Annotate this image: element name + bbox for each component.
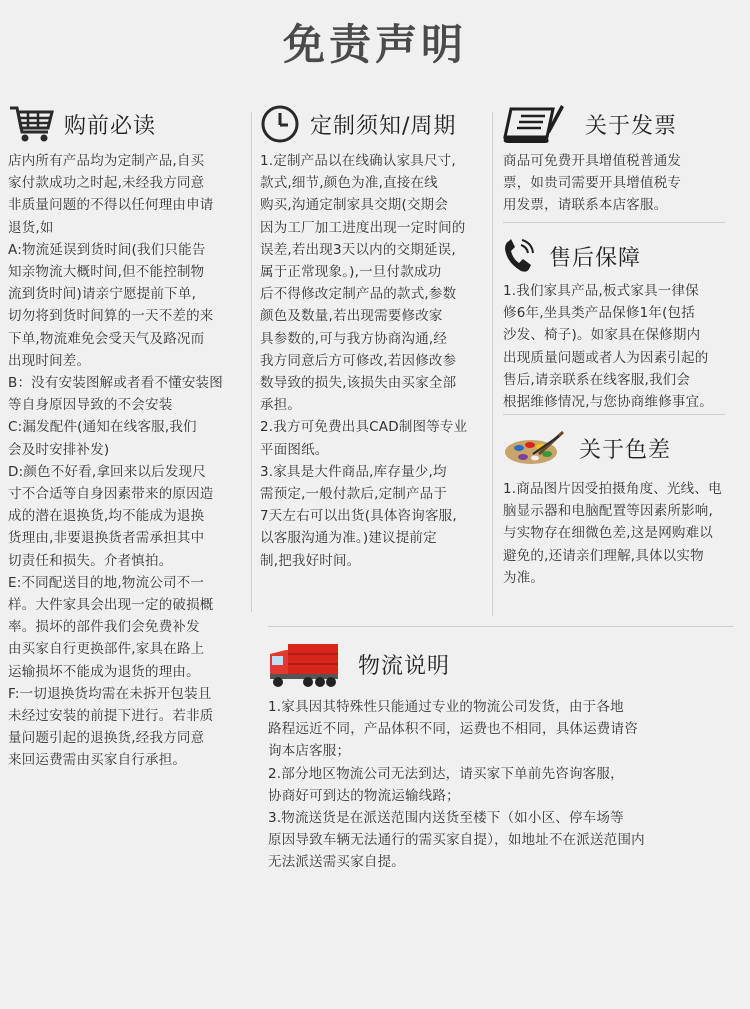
text-line: 3.家具是大件商品,库存量少,均 <box>260 463 447 480</box>
text-line: 等自身原因导致的不会安装 <box>8 397 173 414</box>
text-line: 因为工厂加工进度出现一定时间的 <box>260 219 466 236</box>
text-line: 1.定制产品以在线确认家具尺寸, <box>260 153 456 169</box>
text-line: 根据维修情况,与您协商维修事宜。 <box>503 394 713 411</box>
text-line: 货理由,非要退换货者需承担其中 <box>8 530 205 547</box>
text-line: 7天左右可以出货(具体咨询客服, <box>260 508 457 525</box>
phone-icon <box>503 237 537 275</box>
text-line: 出现质量问题或者人为因素引起的 <box>503 349 709 366</box>
text-line: D:颜色不好看,拿回来以后发现尺 <box>8 463 206 480</box>
text-line: 未经过安装的前提下进行。若非质 <box>8 708 214 725</box>
purchase-title: 购前必读 <box>64 113 157 139</box>
text-line: 知亲物流大概时间,但不能控制物 <box>8 264 205 281</box>
text-line: 需预定,一般付款后,定制产品于 <box>260 486 448 503</box>
text-line: B：没有安装图解或者看不懂安装图 <box>8 375 223 392</box>
text-line: 属于正常现象。),一旦付款成功 <box>260 264 442 281</box>
invoice-text <box>503 150 743 217</box>
text-line: 无法派送需买家自提。 <box>268 854 405 871</box>
text-line: 2.部分地区物流公司无法到达，请买家下单前先咨询客服， <box>268 765 624 782</box>
text-line: 原因导致车辆无法通行的需买家自提），如地址不在派送范围内 <box>268 832 645 849</box>
section-purchase <box>8 104 250 772</box>
text-line: 率。损坏的部件我们会免费补发 <box>8 619 200 636</box>
divider-logistics <box>268 626 733 627</box>
text-line: 售后,请亲联系在线客服,我们会 <box>503 371 691 388</box>
text-line: 寸不合适等自身因素带来的原因造 <box>8 486 214 503</box>
text-line: 避免的,还请亲们理解,具体以实物 <box>503 547 704 564</box>
text-line: 沙发、椅子)。如家具在保修期内 <box>503 327 701 344</box>
section-logistics <box>268 636 738 874</box>
text-line: 颜色及数量,若出现需要修改家 <box>260 308 443 325</box>
text-line: 后不得修改定制产品的款式,参数 <box>260 286 457 303</box>
text-line: 样。大件家具会出现一定的破损概 <box>8 597 214 614</box>
text-line: 数导致的损失,该损失由买家全部 <box>260 375 457 392</box>
divider-aftersale <box>503 414 725 415</box>
aftersale-title: 售后保障 <box>549 245 642 271</box>
text-line: 量问题引起的退换货,经我方同意 <box>8 730 205 747</box>
text-line: F:一切退换货均需在未拆开包装且 <box>8 685 212 702</box>
invoice-title: 关于发票 <box>585 113 678 139</box>
divider-invoice <box>503 222 725 223</box>
text-line: A:物流延误到货时间(我们只能告 <box>8 241 206 258</box>
text-line: 为准。 <box>503 569 545 586</box>
aftersale-text <box>503 280 743 413</box>
shopping-cart-icon <box>8 104 54 144</box>
text-line: 家付款成功之时起,未经我方同意 <box>8 175 205 192</box>
text-line: 脑显示器和电脑配置等因素所影响, <box>503 503 713 520</box>
text-line: 1.家具因其特殊性只能通过专业的物流公司发货，由于各地 <box>268 699 624 715</box>
text-line: 运输损坏不能成为退货的理由。 <box>8 663 200 680</box>
invoice-scroll-icon <box>503 103 565 145</box>
section-invoice <box>503 104 743 217</box>
text-line: 承担。 <box>260 397 302 414</box>
text-line: 非质量问题的不得以任何理由申请 <box>8 197 214 214</box>
text-line: 询本店客服； <box>268 743 351 760</box>
color-text <box>503 478 748 589</box>
text-line: 下单,物流难免会受天气及路况而 <box>8 330 205 347</box>
text-line: 1.商品图片因受拍摄角度、光线、电 <box>503 481 722 497</box>
text-line: 误差,若出现3天以内的交期延误, <box>260 241 456 258</box>
text-line: 来回运费需由买家自行承担。 <box>8 752 187 769</box>
text-line: 3.物流送货是在派送范围内送货至楼下（如小区、停车场等 <box>268 810 624 827</box>
text-line: 款式,细节,颜色为准,直接在线 <box>260 175 438 192</box>
section-color <box>503 428 748 589</box>
text-line: 切勿将到货时间算的一天不差的来 <box>8 308 214 325</box>
text-line: 修6年,坐具类产品保修1年(包括 <box>503 305 695 322</box>
text-line: 票，如贵司需要开具增值税专 <box>503 175 682 192</box>
text-line: 以客服沟通为准。)建议提前定 <box>260 530 437 547</box>
text-line: 商品可免费开具增值税普通发 <box>503 153 682 169</box>
text-line: 由买家自行更换部件,家具在路上 <box>8 641 205 658</box>
text-line: 购买,沟通定制家具交期(交期会 <box>260 197 449 214</box>
text-line: 路程远近不同，产品体积不同，运费也不相同，具体运费请咨 <box>268 721 638 738</box>
truck-icon <box>268 638 340 690</box>
purchase-text <box>8 150 250 772</box>
text-line: C:漏发配件(通知在线客服,我们 <box>8 419 197 436</box>
logistics-title: 物流说明 <box>358 653 451 679</box>
page-title: 免责声明 <box>282 20 467 69</box>
text-line: E:不同配送目的地,物流公司不一 <box>8 574 205 591</box>
column-divider-left <box>251 112 252 612</box>
section-custom <box>260 104 492 572</box>
text-line: 平面图纸。 <box>260 441 329 458</box>
text-line: 我方同意后方可修改,若因修改参 <box>260 352 457 369</box>
text-line: 与实物存在细微色差,这是网购难以 <box>503 525 713 542</box>
color-title: 关于色差 <box>579 437 672 463</box>
text-line: 成的潜在退换货,均不能成为退换 <box>8 508 205 525</box>
text-line: 1.我们家具产品,板式家具一律保 <box>503 283 699 299</box>
text-line: 出现时间差。 <box>8 352 91 369</box>
section-aftersale <box>503 236 743 413</box>
clock-icon <box>260 104 300 144</box>
text-line: 切责任和损失。介者慎拍。 <box>8 552 173 569</box>
text-line: 制,把我好时间。 <box>260 552 361 569</box>
column-divider-right <box>492 112 493 616</box>
logistics-text <box>268 696 738 874</box>
text-line: 协商好可到达的物流运输线路； <box>268 787 460 804</box>
paint-palette-icon <box>503 428 565 468</box>
text-line: 退货,如 <box>8 219 54 236</box>
text-line: 用发票，请联系本店客服。 <box>503 197 668 214</box>
custom-text <box>260 150 492 572</box>
custom-title: 定制须知/周期 <box>310 113 457 139</box>
text-line: 流到货时间)请亲宁愿提前下单, <box>8 286 197 303</box>
text-line: 2.我方可免费出具CAD制图等专业 <box>260 419 468 436</box>
text-line: 店内所有产品均为定制产品,自买 <box>8 153 205 169</box>
text-line: 会及时安排补发) <box>8 441 110 458</box>
text-line: 具参数的,可与我方协商沟通,经 <box>260 330 448 347</box>
